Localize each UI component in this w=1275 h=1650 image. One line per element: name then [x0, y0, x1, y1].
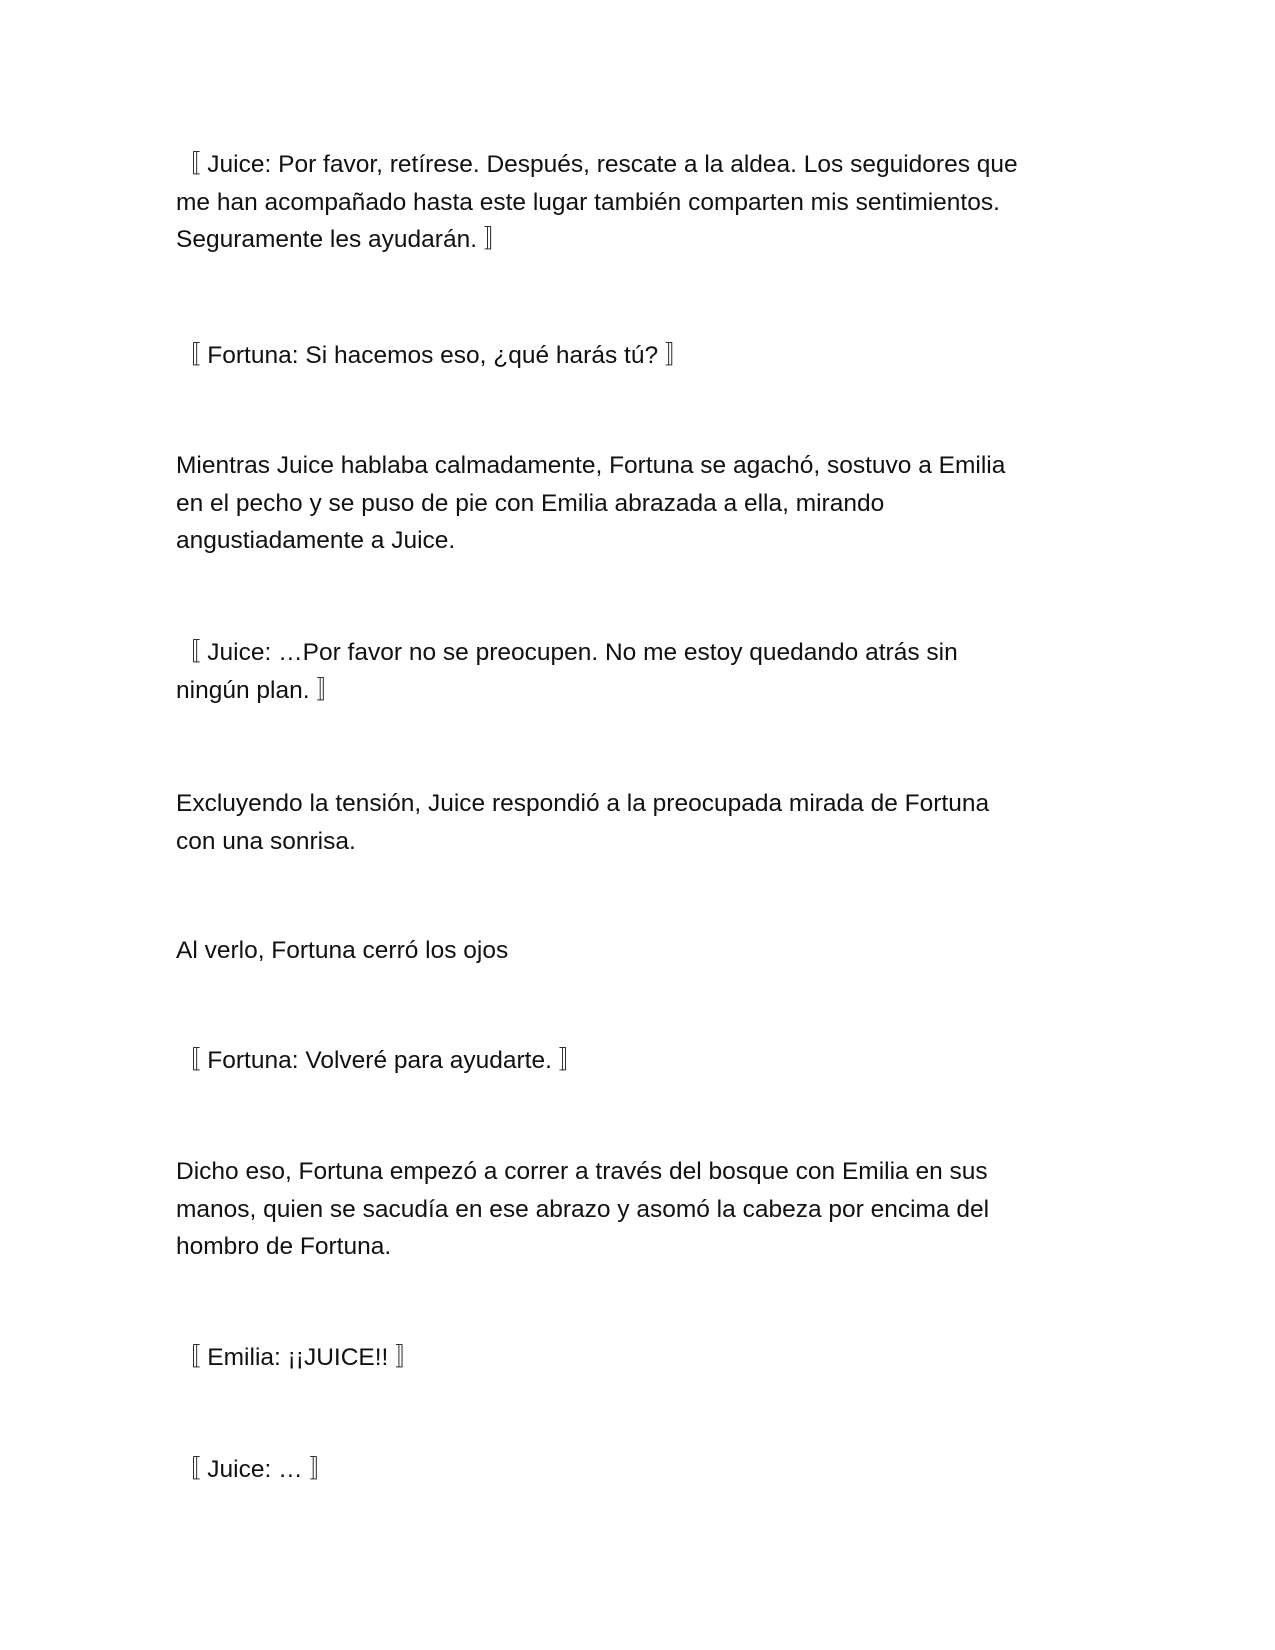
text-line: 〚 Fortuna: Volveré para ayudarte. 〛	[176, 1047, 584, 1074]
paragraph-juice-silence	[176, 1451, 1096, 1489]
paragraph-narration-emilia-hug	[176, 447, 1096, 560]
paragraph-emilia-shout	[176, 1339, 1096, 1377]
text-line: 〚 Emilia: ¡¡JUICE!! 〛	[176, 1344, 420, 1371]
text-line: Dicho eso, Fortuna empezó a correr a través del bosque con Emilia en sus	[176, 1158, 988, 1185]
text-line: manos, quien se sacudía en ese abrazo y asomó la cabeza por encima del	[176, 1195, 990, 1223]
text-line: Mientras Juice hablaba calmadamente, Fortuna se agachó, sostuvo a Emilia	[176, 452, 1006, 479]
text-line: hombro de Fortuna.	[176, 1233, 392, 1260]
text-line: Al verlo, Fortuna cerró los ojos	[176, 937, 509, 964]
text-line: angustiadamente a Juice.	[176, 527, 456, 554]
text-line: 〚 Juice: Por favor, retírese. Después, rescate a la aldea. Los seguidores que	[176, 151, 1018, 178]
text-line: me han acompañado hasta este lugar también comparten mis sentimientos.	[176, 188, 1000, 216]
paragraph-narration-smile	[176, 785, 1096, 860]
text-line: 〚 Fortuna: Si hacemos eso, ¿qué harás tú? 〛	[176, 342, 690, 369]
text-line: con una sonrisa.	[176, 827, 356, 855]
paragraph-fortuna-question	[176, 337, 1096, 375]
paragraph-narration-eyes	[176, 932, 1096, 970]
text-line: Seguramente les ayudarán. 〛	[176, 226, 509, 253]
text-line: ningún plan. 〛	[176, 676, 341, 704]
paragraph-narration-run	[176, 1153, 1096, 1266]
text-line: 〚 Juice: … 〛	[176, 1456, 334, 1483]
paragraph-juice-reassure	[176, 634, 1096, 709]
paragraph-juice-retreat	[176, 146, 1096, 259]
text-line: Excluyendo la tensión, Juice respondió a la preocupada mirada de Fortuna	[176, 790, 990, 817]
text-line: 〚 Juice: …Por favor no se preocupen. No me estoy quedando atrás sin	[176, 639, 958, 666]
paragraph-fortuna-promise	[176, 1042, 1096, 1080]
text-line: en el pecho y se puso de pie con Emilia abrazada a ella, mirando	[176, 489, 885, 517]
